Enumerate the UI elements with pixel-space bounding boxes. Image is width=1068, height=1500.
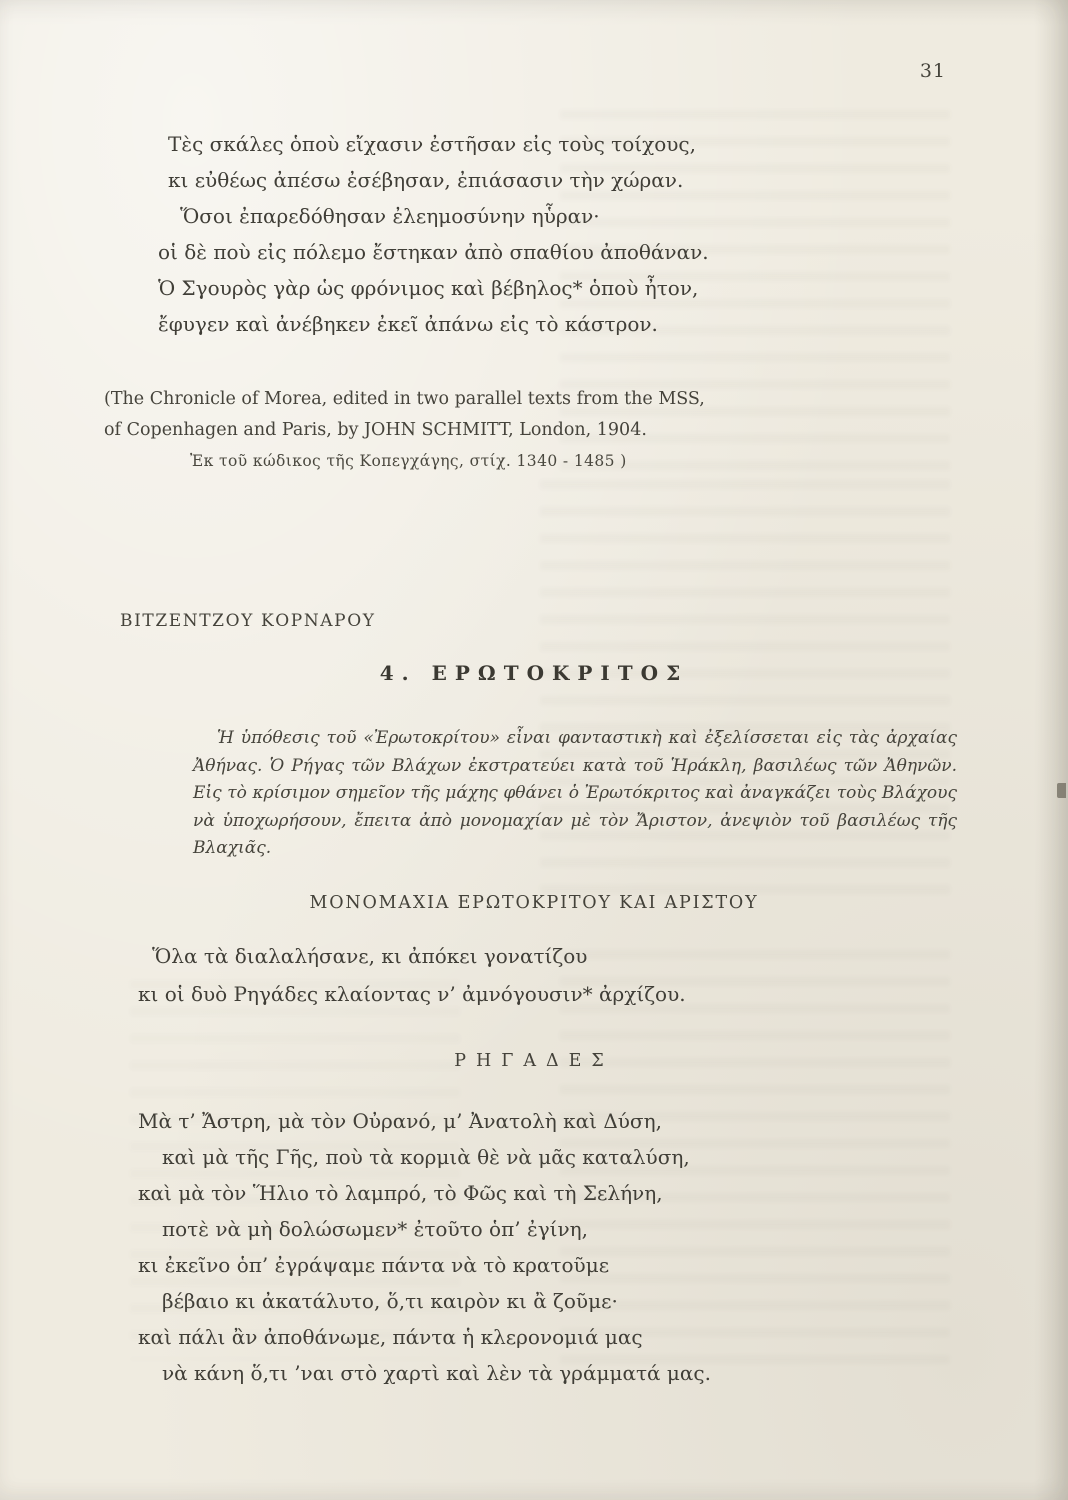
source-citation <box>104 384 974 477</box>
author-heading: ΒΙΤΖΕΝΤΖΟΥ ΚΟΡΝΑΡΟΥ <box>120 611 376 631</box>
page-edge-mark <box>1057 783 1066 798</box>
synopsis-paragraph: Ἡ ὑπόθεσις τοῦ «Ἐρωτοκρίτου» εἶναι φανταστικὴ καὶ ἐξελίσσεται εἰς τὰς ἀρχαίας Ἀθήνας. Ὁ Ρήγας τῶν Βλάχων ἐκστρατεύει κατὰ τοῦ Ἡράκλη, βασιλέως τῶν Ἀθηνῶν. Εἰς τὸ κρίσιμον σημεῖον τῆς μάχης φθάνει ὁ Ἐρωτόκριτος καὶ ἀναγκάζει τοὺς Βλάχους νὰ ὑποχωρήσουν, ἔπειτα ἀπὸ μονομαχίαν μὲ τὸν Ἄριστον, ἀνεψιὸν τοῦ βασιλέως τῆς Βλαχιᾶς. <box>193 728 957 858</box>
verse-line: κι οἱ δυὸ Ρηγάδες κλαίοντας ν’ ἀμνόγουσιν* ἀρχίζου. <box>138 981 686 1006</box>
verse-line: νὰ κάνη ὅ,τι ’ναι στὸ χαρτὶ καὶ λὲν τὰ γράμματά μας. <box>162 1360 711 1385</box>
verse-line: ποτὲ νὰ μὴ δολώσωμεν* ἐτοῦτο ὁπ’ ἐγίνη, <box>162 1216 588 1241</box>
chronicle-excerpt-verse <box>158 126 1068 342</box>
verse-line: ἔφυγεν καὶ ἀνέβηκεν ἐκεῖ ἀπάνω εἰς τὸ κάστρον. <box>158 312 658 336</box>
verse-line: κι εὐθέως ἀπέσω ἐσέβησαν, ἐπιάσασιν τὴν χώραν. <box>168 168 684 192</box>
citation-line: of Copenhagen and Paris, by JOHN SCHMITT, London, 1904. <box>104 420 647 440</box>
verse-line: Ὅσοι ἐπαρεδόθησαν ἐλεημοσύνην ηὗραν· <box>180 204 600 228</box>
verse-line: Ὅλα τὰ διαλαλήσανε, κι ἀπόκει γονατίζου <box>152 943 588 968</box>
oath-verse <box>138 1103 1068 1391</box>
verse-line: βέβαιο κι ἀκατάλυτο, ὅ,τι καιρὸν κι ἂ ζοῦμε· <box>162 1288 618 1313</box>
verse-line: καὶ μὰ τὸν Ἥλιο τὸ λαμπρό, τὸ Φῶς καὶ τὴ Σελήνη, <box>138 1180 663 1205</box>
page-number: 31 <box>919 60 946 82</box>
verse-line: οἱ δὲ ποὺ εἰς πόλεμο ἔστηκαν ἀπὸ σπαθίου ἀποθάναν. <box>158 240 709 264</box>
verse-line: Μὰ τ’ Ἄστρη, μὰ τὸν Οὐρανό, μ’ Ἀνατολὴ καὶ Δύση, <box>138 1108 662 1133</box>
verse-line: κι ἐκεῖνο ὁπ’ ἐγράψαμε πάντα νὰ τὸ κρατοῦμε <box>138 1252 610 1277</box>
couplet-verse <box>138 937 1068 1013</box>
citation-line: (The Chronicle of Morea, edited in two parallel texts from the MSS, <box>104 389 705 409</box>
verse-line: καὶ μὰ τῆς Γῆς, ποὺ τὰ κορμιὰ θὲ νὰ μᾶς καταλύση, <box>162 1144 690 1169</box>
verse-line: Ὁ Σγουρὸς γὰρ ὡς φρόνιμος καὶ βέβηλος* ὁποὺ ἦτον, <box>158 276 699 300</box>
duel-subheading: ΜΟΝΟΜΑΧΙΑ ΕΡΩΤΟΚΡΙΤΟΥ ΚΑΙ ΑΡΙΣΤΟΥ <box>309 892 759 913</box>
citation-line-greek: Ἐκ τοῦ κώδικος τῆς Κοπεγχάγης, στίχ. 1340 - 1485 ) <box>190 452 627 470</box>
section-heading: 4. ΕΡΩΤΟΚΡΙΤΟΣ <box>379 661 689 685</box>
speaker-heading: ΡΗΓΑΔΕΣ <box>454 1050 614 1071</box>
verse-line: καὶ πάλι ἂν ἀποθάνωμε, πάντα ἡ κλερονομιά μας <box>138 1324 643 1349</box>
verse-line: Τὲς σκάλες ὁποὺ εἴχασιν ἐστῆσαν εἰς τοὺς τοίχους, <box>168 132 696 156</box>
